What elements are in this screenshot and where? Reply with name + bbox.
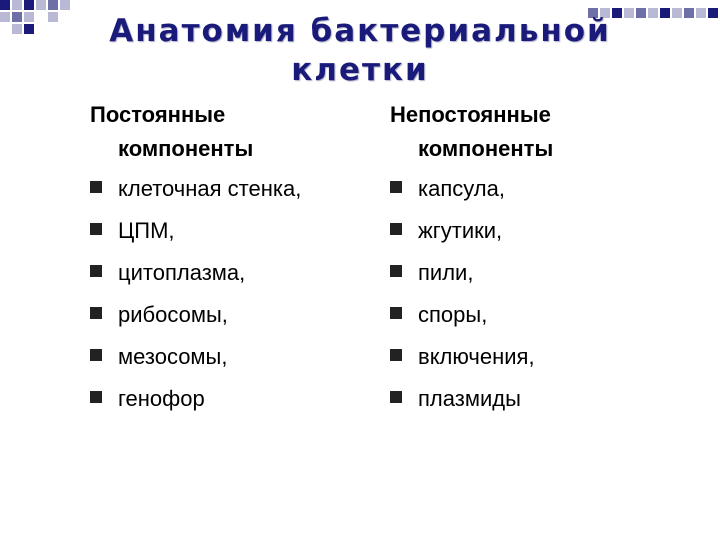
square-bullet-icon	[390, 181, 402, 193]
slide-title: Анатомия бактериальной клетки	[109, 13, 611, 88]
list-item-text: цитоплазма,	[118, 260, 246, 285]
square-bullet-icon	[90, 265, 102, 277]
list-item	[390, 344, 690, 370]
decor-square	[24, 24, 34, 34]
list-item	[390, 176, 690, 202]
decor-square	[60, 0, 70, 10]
list-item-text: ЦПМ,	[118, 218, 175, 243]
nonpermanent-components-list	[390, 176, 690, 412]
square-bullet-icon	[90, 181, 102, 193]
list-item-text: жгутики,	[418, 218, 503, 243]
list-item-text: споры,	[418, 302, 488, 327]
decor-square	[12, 24, 22, 34]
decor-square	[0, 0, 10, 10]
square-bullet-icon	[390, 391, 402, 403]
list-item	[90, 260, 390, 286]
list-item-text: капсула,	[418, 176, 505, 201]
decor-square	[12, 0, 22, 10]
list-item	[390, 302, 690, 328]
decor-square	[12, 12, 22, 22]
list-item-text: пили,	[418, 260, 474, 285]
square-bullet-icon	[90, 349, 102, 361]
decor-square	[48, 0, 58, 10]
decor-square	[708, 8, 718, 18]
list-item	[90, 386, 390, 412]
list-item	[390, 260, 690, 286]
square-bullet-icon	[390, 265, 402, 277]
decor-square	[0, 12, 10, 22]
decor-square	[48, 12, 58, 22]
column-heading-permanent: Постоянные компоненты	[90, 102, 254, 161]
decor-square	[24, 0, 34, 10]
list-item-text: мезосомы,	[118, 344, 228, 369]
square-bullet-icon	[390, 349, 402, 361]
decor-square	[696, 8, 706, 18]
list-item-text: генофор	[118, 386, 205, 411]
square-bullet-icon	[90, 391, 102, 403]
permanent-components-list	[90, 176, 390, 412]
list-item	[90, 218, 390, 244]
decor-square	[36, 0, 46, 10]
list-item	[390, 218, 690, 244]
list-item	[90, 176, 390, 202]
list-item	[90, 344, 390, 370]
decor-square	[672, 8, 682, 18]
square-bullet-icon	[390, 307, 402, 319]
list-item	[90, 302, 390, 328]
decor-square	[684, 8, 694, 18]
square-bullet-icon	[90, 223, 102, 235]
column-heading-nonpermanent: Непостоянные компоненты	[390, 102, 554, 161]
decor-square	[24, 12, 34, 22]
column-permanent-components	[90, 98, 390, 428]
list-item-text: рибосомы,	[118, 302, 228, 327]
column-nonpermanent-components	[390, 98, 690, 428]
list-item-text: клеточная стенка,	[118, 176, 302, 201]
list-item-text: плазмиды	[418, 386, 521, 411]
square-bullet-icon	[90, 307, 102, 319]
list-item	[390, 386, 690, 412]
list-item-text: включения,	[418, 344, 535, 369]
square-bullet-icon	[390, 223, 402, 235]
decor-square	[660, 8, 670, 18]
